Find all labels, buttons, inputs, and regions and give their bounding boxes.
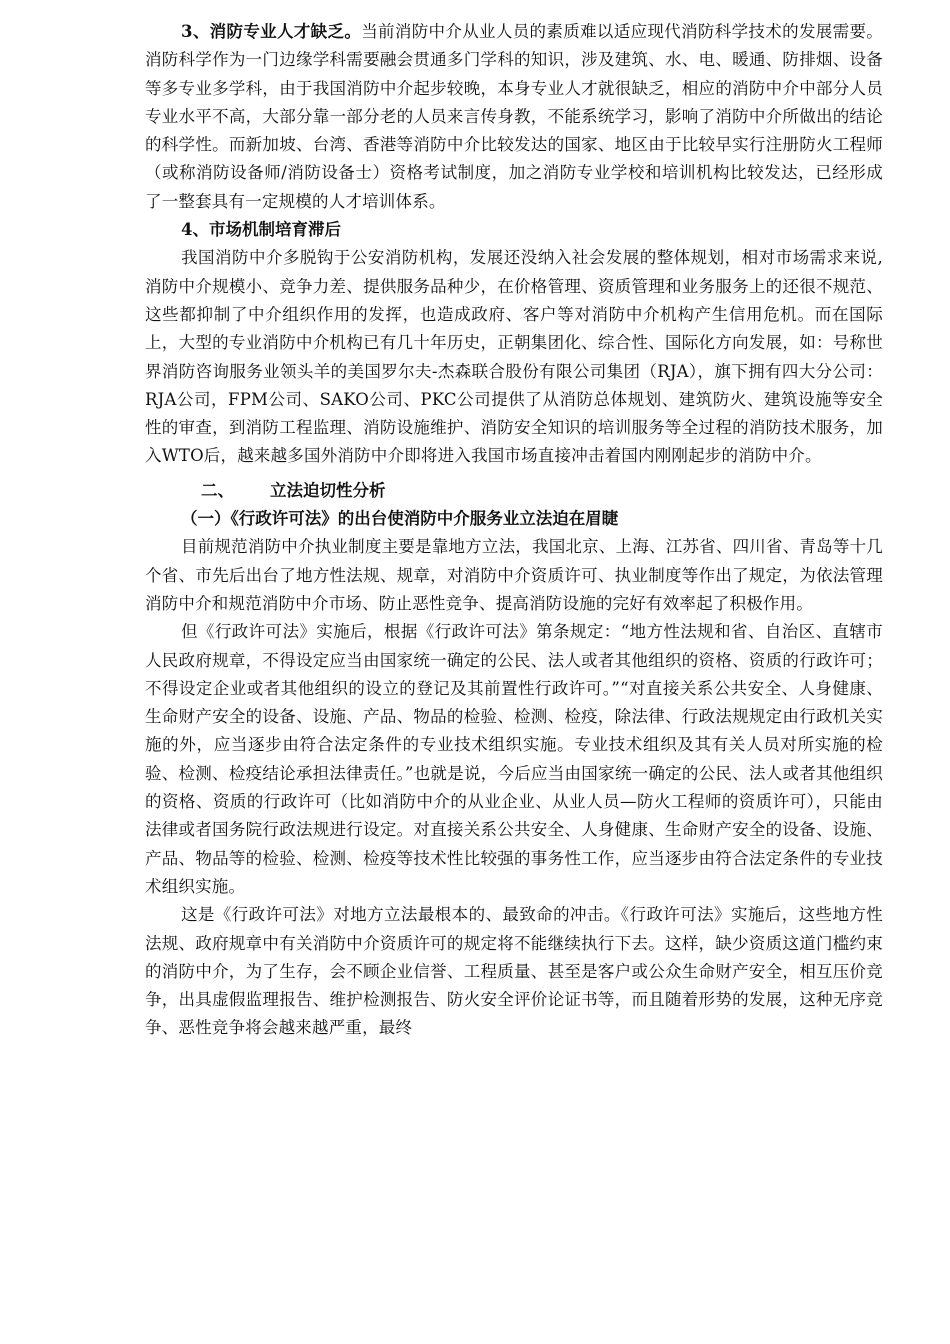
paragraph-talent-shortage <box>145 18 883 216</box>
section-heading-legislation <box>145 477 883 505</box>
paragraph-market-mechanism: 我国消防中介多脱钩于公安消防机构，发展还没纳入社会发展的整体规划，相对市场需求来说,消防中介规模小、竞争力差、提供服务品种少，在价格管理、资质管理和业务服务上的还很不规范、这些都抑制了中介组织作用的发挥，也造成政府、客户等对消防中介机构产生信用危机。而在国际上，大型的专业消防中介机构已有几十年历史，正朝集团化、综合性、国际化方向发展，如：号称世界消防咨询服务业领头羊的美国罗尔夫-杰森联合股份有限公司集团（RJA），旗下拥有四大分公司：RJA公司，FPM公司、SAKO公司、PKC公司提供了从消防总体规划、建筑防火、建筑设施等安全性的审查，到消防工程监理、消防设施维护、消防安全知识的培训服务等全过程的消防技术服务，加入WTO后，越来越多国外消防中介即将进入我国市场直接冲击着国内刚刚起步的消防中介。 <box>145 248 883 466</box>
heading-talent-shortage: 3、消防专业人才缺乏。 <box>181 22 362 41</box>
talent-shortage-text: 当前消防中介从业人员的素质难以适应现代消防科学技术的发展需要。消防科学作为一门边缘学科需要融会贯通多门学科的知识，涉及建筑、水、电、暖通、防排烟、设备等多专业多学科，由于我国消防中介起步较晚，本身专业人才就很缺乏，相应的消防中介中部分人员专业水平不高，大部分靠一部分老的人员来言传身教，不能系统学习，影响了消防中介所做出的结论的科学性。而新加坡、台湾、香港等消防中介比较发达的国家、地区由于比较早实行注册防火工程师（或称消防设备师/消防设备士）资格考试制度，加之消防专业学校和培训机构比较发达，已经形成了一整套具有一定规模的人才培训体系。 <box>145 22 883 211</box>
section-number: 二、 <box>201 480 234 500</box>
heading-market-mechanism: 4、市场机制培育滞后 <box>181 220 341 240</box>
paragraph-local-legislation: 目前规范消防中介执业制度主要是靠地方立法，我国北京、上海、江苏省、四川省、青岛等十几个省、市先后出台了地方性法规、规章，对消防中介资质许可、执业制度等作出了规定，为依法管理消防中介和规范消防中介市场、防止恶性竞争、提高消防设施的完好有效率起了积极作用。 <box>145 537 883 613</box>
paragraph-admin-license-provisions: 但《行政许可法》实施后，根据《行政许可法》第条规定：“地方性法规和省、自治区、直辖市人民政府规章，不得设定应当由国家统一确定的公民、法人或者其他组织的资格、资质的行政许可；不得设定企业或者其他组织的设立的登记及其前置性行政许可。”“对直接关系公共安全、人身健康、生命财产安全的设备、设施、产品、物品的检验、检测、检疫，除法律、行政法规规定由行政机关实施的外，应当逐步由符合法定条件的专业技术组织实施。专业技术组织及其有关人员对所实施的检验、检测、检疫结论承担法律责任。”也就是说，今后应当由国家统一确定的公民、法人或者其他组织的资格、资质的行政许可（比如消防中介的从业企业、从业人员—防火工程师的资质许可），只能由法律或者国务院行政法规进行设定。对直接关系公共安全、人身健康、生命财产安全的设备、设施、产品、物品等的检验、检测、检疫等技术性比较强的事务性工作，应当逐步由符合法定条件的专业技术组织实施。 <box>145 622 883 896</box>
document-page <box>145 18 883 1043</box>
paragraph-impact: 这是《行政许可法》对地方立法最根本的、最致命的冲击。《行政许可法》实施后，这些地方性法规、政府规章中有关消防中介资质许可的规定将不能继续执行下去。这样，缺少资质这道门槛约束的消防中介，为了生存，会不顾企业信誉、工程质量、甚至是客户或公众生命财产安全，相互压价竞争，出具虚假监理报告、维护检测报告、防火安全评价论证书等，而且随着形势的发展，这种无序竞争、恶性竞争将会越来越严重，最终 <box>145 905 883 1038</box>
section-title: 立法迫切性分析 <box>270 480 386 500</box>
subsection-heading-admin-license: （一）《行政许可法》的出台使消防中介服务业立法迫在眉睫 <box>181 509 619 529</box>
